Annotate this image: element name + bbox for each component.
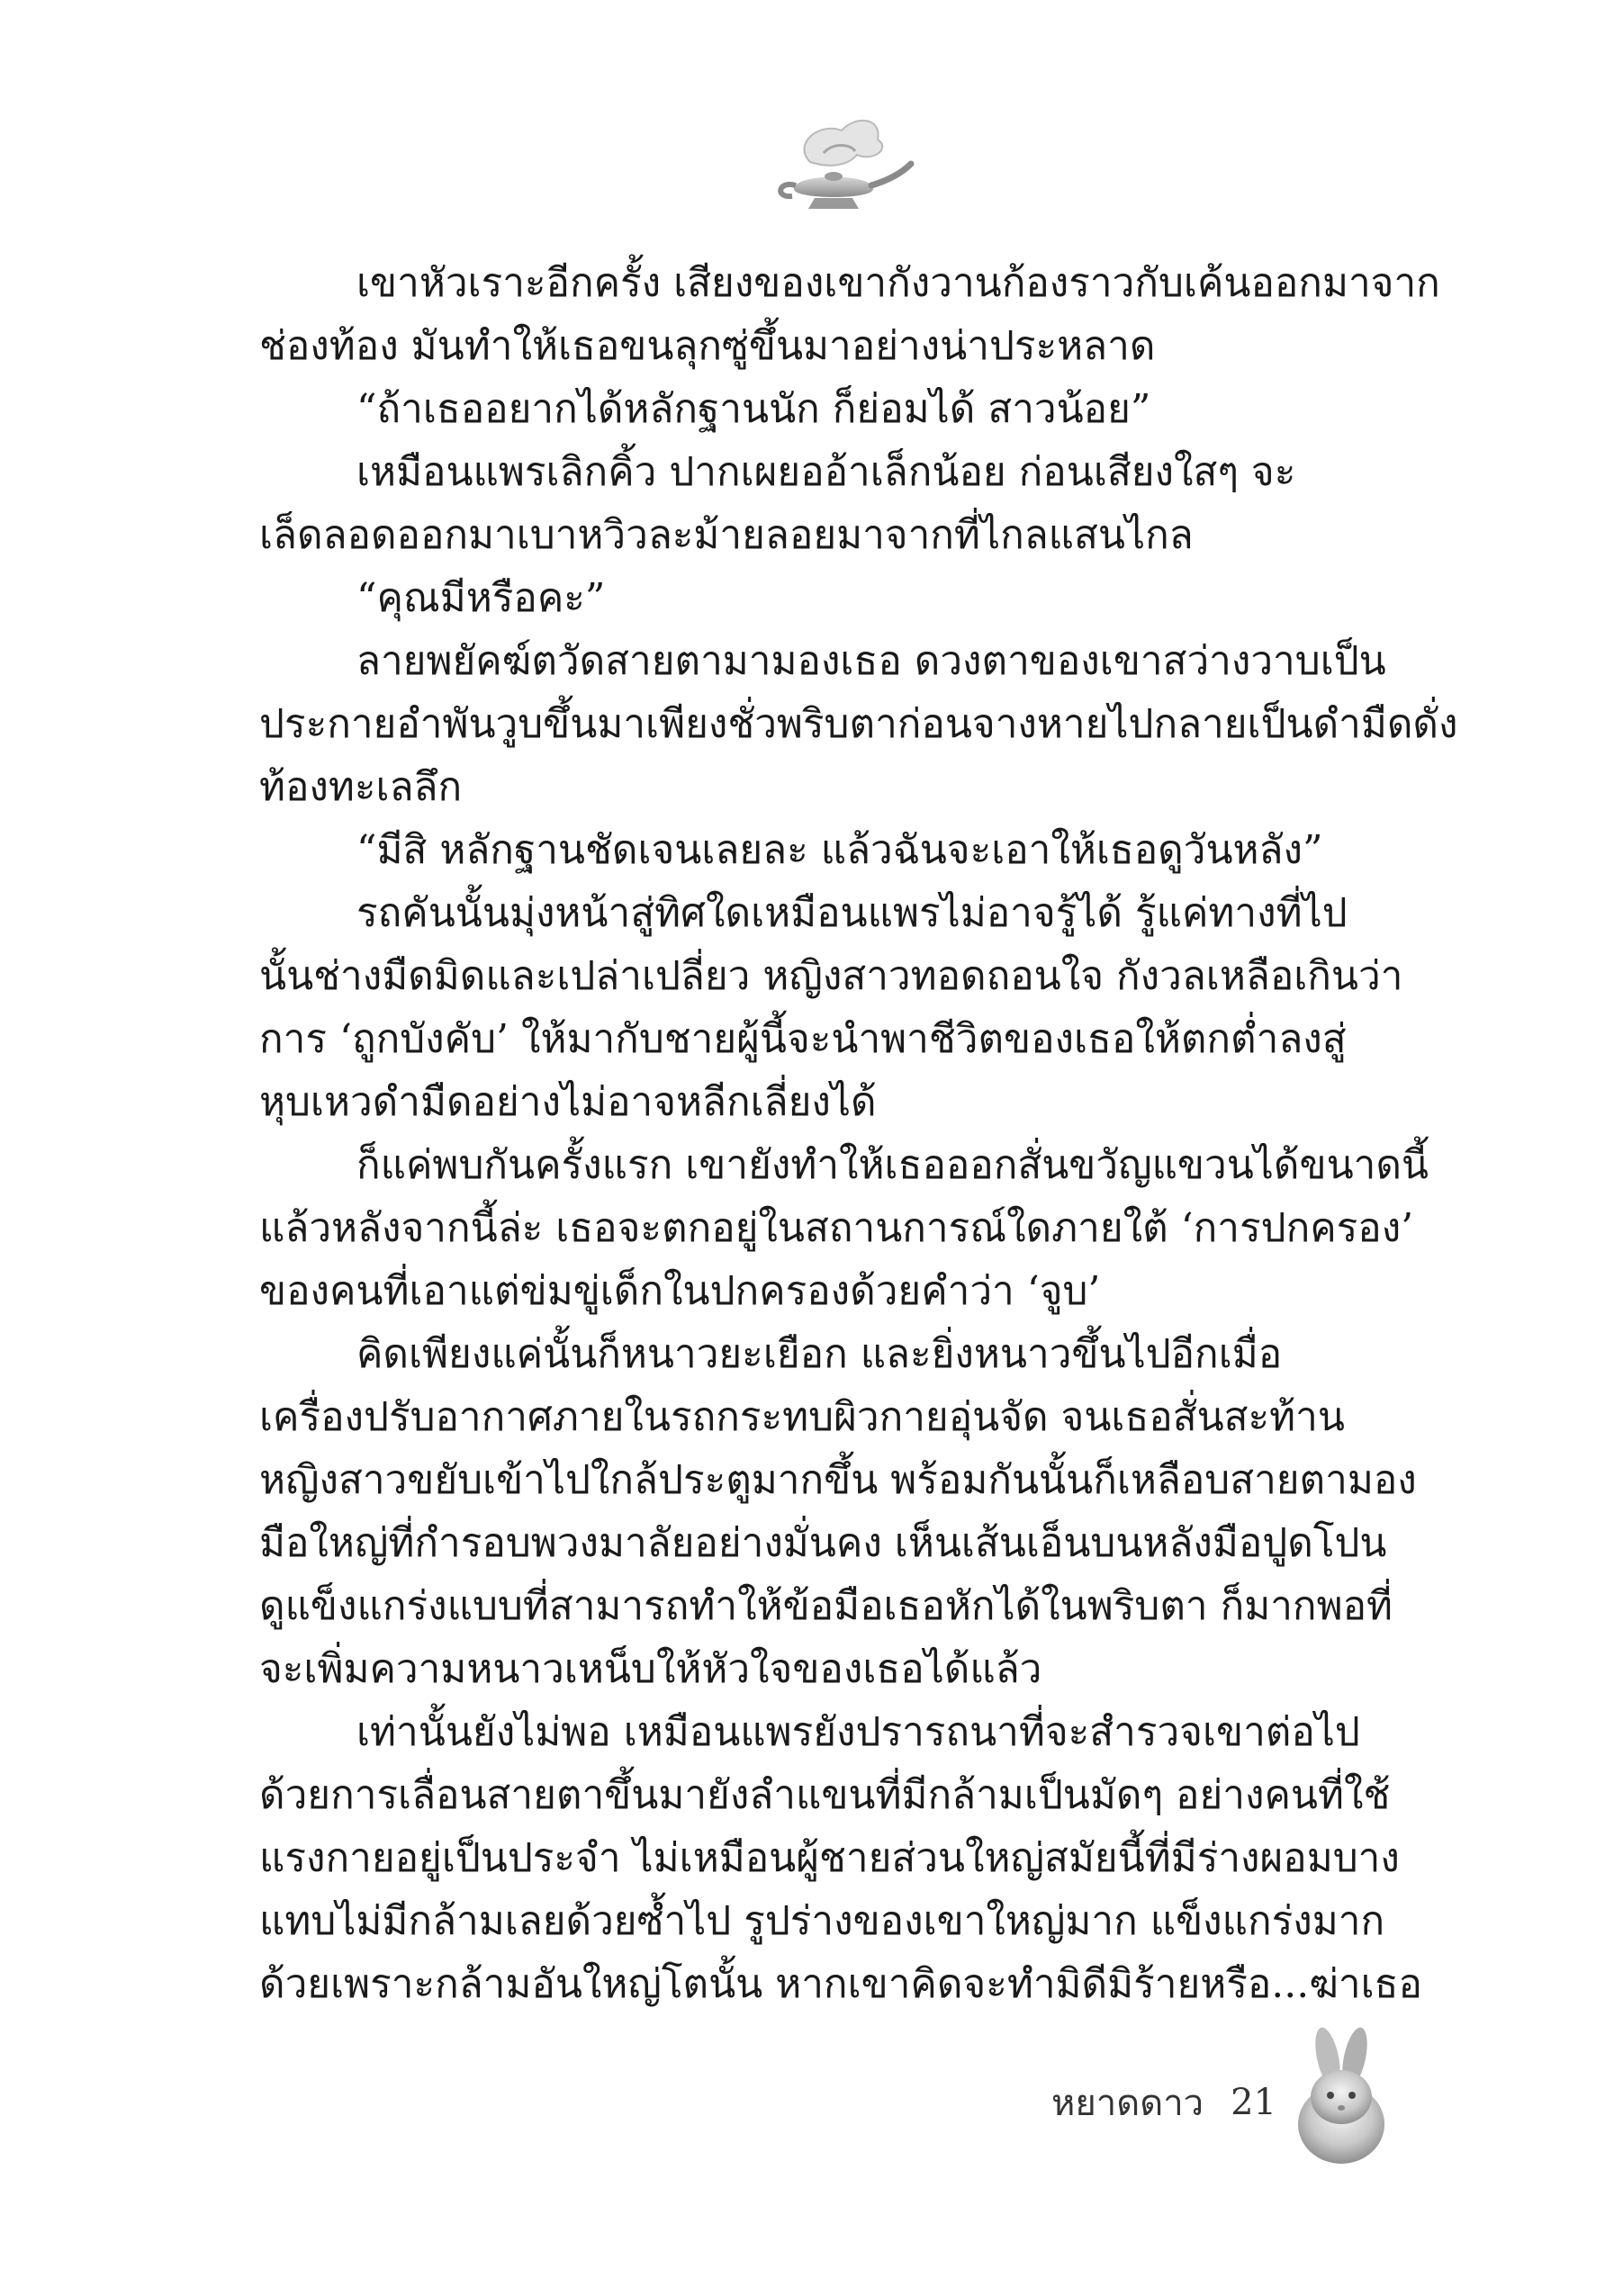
text-line: เหมือนแพรเลิกคิ้ว ปากเผยออ้าเล็กน้อย ก่อนเสียงใสๆ จะ	[356, 449, 1296, 495]
text-line: “ถ้าเธออยากได้หลักฐานนัก ก็ย่อมได้ สาวน้อย”	[356, 386, 1151, 432]
text-line: นั้นช่างมืดมิดและเปล่าเปลี่ยว หญิงสาวทอดถอนใจ กังวลเหลือเกินว่า	[259, 953, 1403, 999]
text-line: “คุณมีหรือคะ”	[356, 575, 606, 621]
text-line: ลายพยัคฆ์ตวัดสายตามามองเธอ ดวงตาของเขาสว่างวาบเป็น	[356, 638, 1386, 684]
text-line: แรงกายอยู่เป็นประจำ ไม่เหมือนผู้ชายส่วนใหญ่สมัยนี้ที่มีร่างผอมบาง	[259, 1835, 1400, 1881]
text-line: ก็แค่พบกันครั้งแรก เขายังทำให้เธอออกสั่นขวัญแขวนได้ขนาดนี้	[356, 1142, 1429, 1188]
text-line: ท้องทะเลลึก	[259, 764, 463, 810]
text-line: ของคนที่เอาแต่ข่มขู่เด็กในปกครองด้วยคำว่า ‘จูบ’	[259, 1268, 1101, 1314]
text-line: จะเพิ่มความหนาวเหน็บให้หัวใจของเธอได้แล้ว	[259, 1646, 1042, 1692]
text-line: เท่านั้นยังไม่พอ เหมือนแพรยังปรารถนาที่จะสำรวจเขาต่อไป	[356, 1709, 1360, 1755]
text-line: เล็ดลอดออกมาเบาหวิวละม้ายลอยมาจากที่ไกลแสนไกล	[259, 512, 1194, 558]
rabbit-icon	[1287, 2023, 1395, 2167]
text-line: ดูแข็งแกร่งแบบที่สามารถทำให้ข้อมือเธอหักได้ในพริบตา ก็มากพอที่	[259, 1583, 1393, 1629]
page-number: 21	[1231, 2082, 1277, 2123]
text-line: คิดเพียงแค่นั้นก็หนาวยะเยือก และยิ่งหนาวขึ้นไปอีกเมื่อ	[356, 1331, 1283, 1377]
page-footer	[1051, 2075, 1276, 2129]
text-line: เครื่องปรับอากาศภายในรถกระทบผิวกายอุ่นจัด จนเธอสั่นสะท้าน	[259, 1394, 1345, 1440]
text-line: หญิงสาวขยับเข้าไปใกล้ประตูมากขึ้น พร้อมกันนั้นก็เหลือบสายตามอง	[259, 1457, 1417, 1503]
book-title: หยาดดาว	[1051, 2083, 1204, 2124]
text-line: ช่องท้อง มันทำให้เธอขนลุกซู่ขึ้นมาอย่างน่าประหลาด	[259, 323, 1156, 369]
text-line: การ ‘ถูกบังคับ’ ให้มากับชายผู้นี้จะนำพาชีวิตของเธอให้ตกต่ำลงสู่	[259, 1016, 1347, 1062]
text-line: ด้วยการเลื่อนสายตาขึ้นมายังลำแขนที่มีกล้ามเป็นมัดๆ อย่างคนที่ใช้	[259, 1772, 1391, 1818]
genie-lamp-ornament	[756, 108, 918, 225]
text-line: “มีสิ หลักฐานชัดเจนเลยละ แล้วฉันจะเอาให้เธอดูวันหลัง”	[356, 827, 1323, 873]
text-line: มือใหญ่ที่กำรอบพวงมาลัยอย่างมั่นคง เห็นเส้นเอ็นบนหลังมือปูดโปน	[259, 1520, 1387, 1566]
text-line: ด้วยเพราะกล้ามอันใหญ่โตนั้น หากเขาคิดจะทำมิดีมิร้ายหรือ...ฆ่าเธอ	[259, 1961, 1422, 2007]
text-line: เขาหัวเราะอีกครั้ง เสียงของเขากังวานก้องราวกับเค้นออกมาจาก	[356, 260, 1440, 306]
text-line: แล้วหลังจากนี้ล่ะ เธอจะตกอยู่ในสถานการณ์ใดภายใต้ ‘การปกครอง’	[259, 1205, 1414, 1251]
text-line: แทบไม่มีกล้ามเลยด้วยซ้ำไป รูปร่างของเขาใหญ่มาก แข็งแกร่งมาก	[259, 1898, 1385, 1944]
text-line: รถคันนั้นมุ่งหน้าสู่ทิศใดเหมือนแพรไม่อาจรู้ได้ รู้แค่ทางที่ไป	[356, 890, 1348, 936]
text-line: หุบเหวดำมืดอย่างไม่อาจหลีกเลี่ยงได้	[259, 1079, 877, 1125]
text-line: ประกายอำพันวูบขึ้นมาเพียงชั่วพริบตาก่อนจางหายไปกลายเป็นดำมืดดั่ง	[259, 701, 1458, 747]
